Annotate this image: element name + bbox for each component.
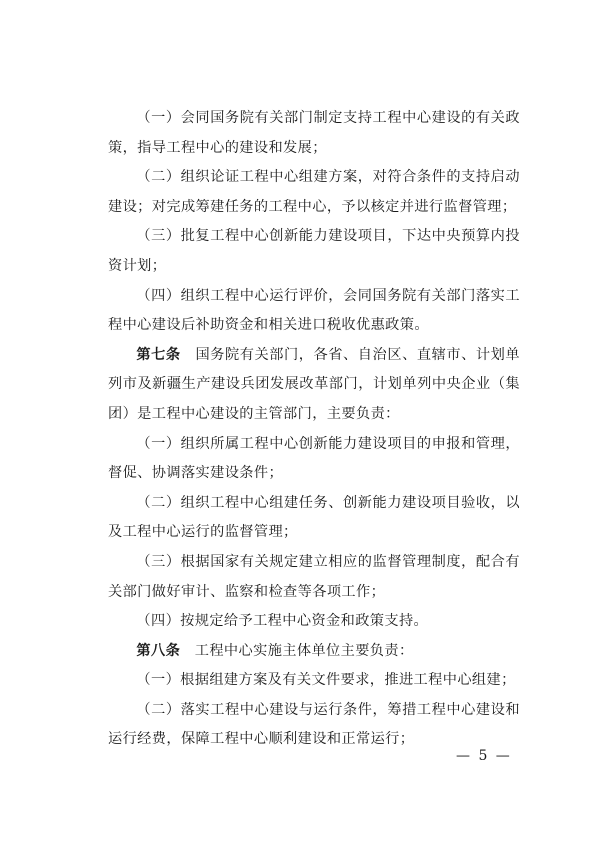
paragraph-8 — [108, 548, 520, 607]
paragraph-text: （二）落实工程中心建设与运行条件，筹措工程中心建设和运行经费，保障工程中心顺利建设和正常运行； — [108, 701, 520, 748]
paragraph-text: （三）根据国家有关规定建立相应的监督管理制度，配合有关部门做好审计、监察和检查等各项工作； — [108, 553, 520, 600]
paragraph-4 — [108, 282, 520, 341]
paragraph-9 — [108, 607, 520, 637]
paragraph-6 — [108, 430, 520, 489]
paragraph-text: （一）根据组建方案及有关文件要求，推进工程中心组建； — [136, 672, 516, 689]
paragraph-2 — [108, 163, 520, 222]
paragraph-text: （四）组织工程中心运行评价，会同国务院有关部门落实工程中心建设后补助资金和相关进口税收优惠政策。 — [108, 287, 520, 334]
paragraph-text: 国务院有关部门，各省、自治区、直辖市、计划单列市及新疆生产建设兵团发展改革部门，计划单列中央企业（集团）是工程中心建设的主管部门，主要负责： — [108, 346, 520, 422]
paragraph-text: （四）按规定给予工程中心资金和政策支持。 — [136, 613, 429, 630]
paragraph-text: （一）组织所属工程中心创新能力建设项目的申报和管理，督促、协调落实建设条件； — [108, 435, 520, 482]
article-heading: 第七条 — [136, 346, 181, 363]
article-heading: 第八条 — [136, 642, 181, 659]
paragraph-1 — [108, 104, 520, 163]
paragraph-text: （一）会同国务院有关部门制定支持工程中心建设的有关政策，指导工程中心的建设和发展； — [108, 110, 520, 156]
paragraph-3 — [108, 222, 520, 281]
article-8 — [108, 637, 520, 667]
paragraph-12 — [108, 696, 520, 755]
paragraph-text: （二）组织工程中心组建任务、创新能力建设项目验收，以及工程中心运行的监督管理； — [108, 494, 520, 541]
page-number: — 5 — — [456, 748, 512, 764]
paragraph-11 — [108, 666, 520, 696]
paragraph-text: 工程中心实施主体单位主要负责： — [194, 642, 414, 659]
article-7 — [108, 341, 520, 430]
paragraph-text: （二）组织论证工程中心组建方案，对符合条件的支持启动建设；对完成筹建任务的工程中心，予以核定并进行监督管理； — [108, 169, 520, 215]
paragraph-7 — [108, 489, 520, 548]
paragraph-text: （三）批复工程中心创新能力建设项目，下达中央预算内投资计划； — [108, 228, 520, 274]
document-body — [108, 104, 520, 755]
